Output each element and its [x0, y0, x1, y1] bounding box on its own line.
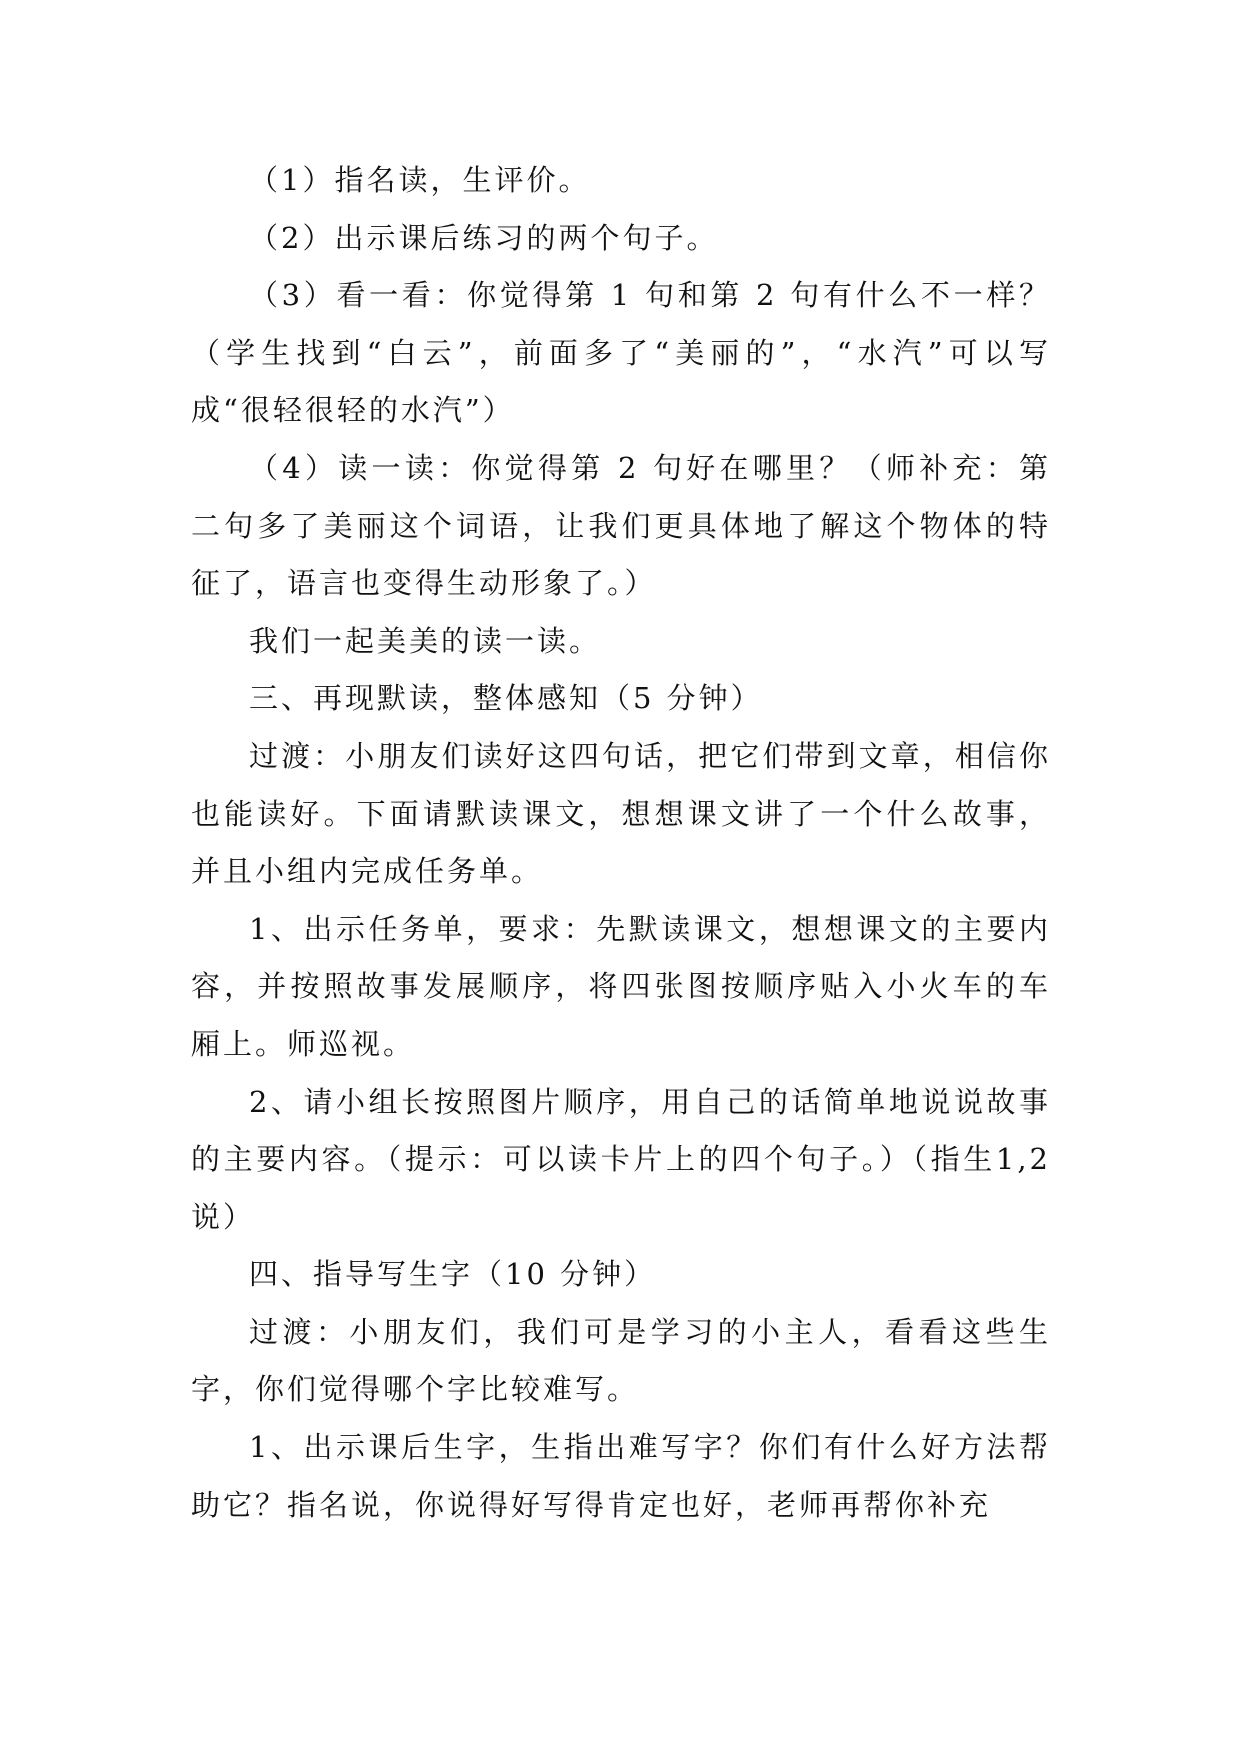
paragraph-8: 1、出示任务单，要求：先默读课文，想想课文的主要内容，并按照故事发展顺序，将四张图按顺序贴入小火车的车厢上。师巡视。 [191, 911, 1051, 1061]
paragraph-7: 过渡：小朋友们读好这四句话，把它们带到文章，相信你也能读好。下面请默读课文，想想课文讲了一个什么故事，并且小组内完成任务单。 [191, 738, 1051, 889]
section-heading-4: 四、指导写生字（10 分钟） [249, 1257, 657, 1292]
section-heading-3: 三、再现默读，整体感知（5 分钟） [249, 681, 763, 716]
paragraph-11: 过渡：小朋友们，我们可是学习的小主人，看看这些生字，你们觉得哪个字比较难写。 [191, 1314, 1051, 1407]
paragraph-4: （4）读一读：你觉得第 2 句好在哪里？（师补充：第二句多了美丽这个词语，让我们更具体地了解这个物体的特征了，语言也变得生动形象了。） [191, 450, 1051, 601]
paragraph-3: （3）看一看：你觉得第 1 句和第 2 句有什么不一样？（学生找到“白云”，前面多了“美丽的”，“水汽”可以写成“很轻很轻的水汽”） [191, 278, 1051, 428]
paragraph-12: 1、出示课后生字，生指出难写字？你们有什么好方法帮助它？指名说，你说得好写得肯定也好，老师再帮你补充 [191, 1430, 1051, 1522]
paragraph-2: （2）出示课后练习的两个句子。 [249, 220, 719, 255]
paragraph-9: 2、请小组长按照图片顺序，用自己的话简单地说说故事的主要内容。（提示：可以读卡片上的四个句子。）（指生1,2 说） [191, 1084, 1051, 1234]
paragraph-5: 我们一起美美的读一读。 [249, 623, 602, 658]
document-body [191, 152, 1051, 1534]
paragraph-1: （1）指名读，生评价。 [249, 163, 591, 197]
